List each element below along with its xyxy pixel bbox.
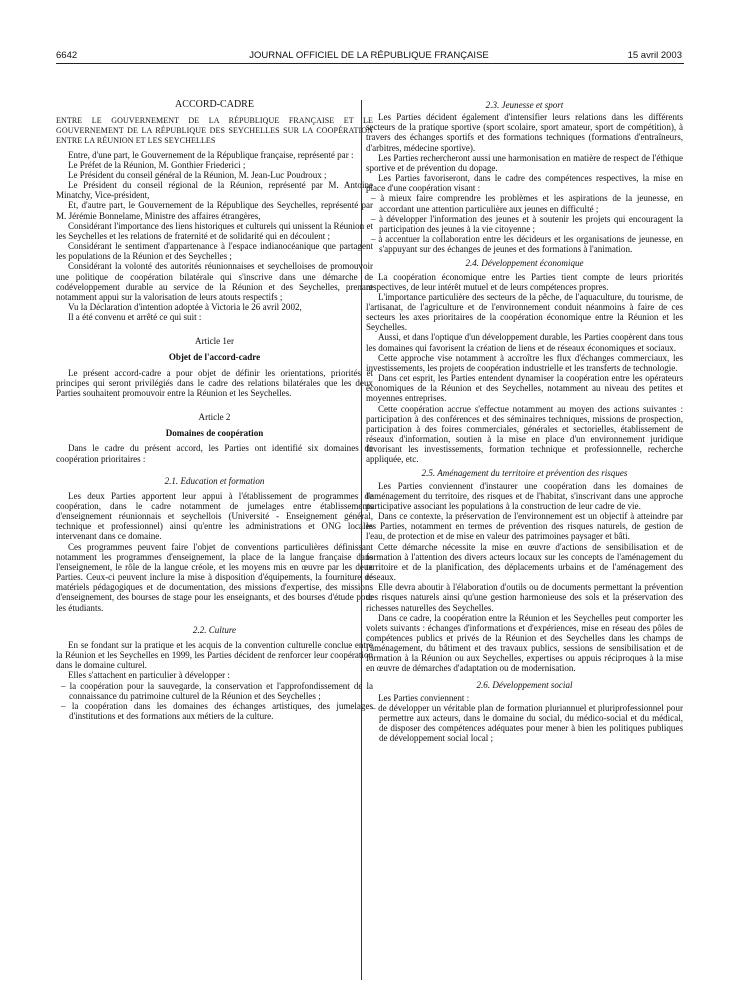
section-heading: 2.4. Développement économique xyxy=(465,258,584,269)
paragraph: Entre, d'une part, le Gouvernement de la République française, représenté par : xyxy=(68,149,354,160)
list-item: – de développer un véritable plan de formation pluriannuel et pluriprofessionnel pour permettre aux acteurs, dans le domaine du social, du médico-social et du médical, de disposer des compétences adéquates pour mener à bien les politiques publiques de développement social local ; xyxy=(366,703,683,744)
paragraph: Les Parties conviennent : xyxy=(378,692,470,703)
paragraph: Les Parties décident également d'intensifier leurs relations dans les différents secteurs de la pratique sportive (sport scolaire, sport amateur, sport de compétition), à travers des échanges sportifs et des formations techniques (formations d'entraîneurs, d'arbitres, médecine sportive). xyxy=(366,112,683,153)
paragraph: Et, d'autre part, le Gouvernement de la République des Seychelles, représenté par M. Jérémie Bonnelame, Ministre des affaires étrangères, xyxy=(56,200,373,221)
paragraph: Vu la Déclaration d'intention adoptée à Victoria le 26 avril 2002, xyxy=(68,301,302,312)
paragraph: Les Parties favoriseront, dans le cadre des compétences respectives, la mise en place d'une coopération visant : xyxy=(366,173,683,194)
paragraph: Considérant la volonté des autorités réunionnaises et seychelloises de promouvoir une politique de coopération bilatérale qui s'inscrive dans une démarche de codéveloppement durable au service de la Réunion et des Seychelles, prenant notamment appui sur la valorisation de leurs atouts respectifs ; xyxy=(56,261,373,302)
bullet-list xyxy=(366,703,683,744)
article-heading: Article 1er xyxy=(195,336,234,347)
paragraph: Les Parties rechercheront aussi une harmonisation en matière de respect de l'éthique sportive et de prévention du dopage. xyxy=(366,152,683,173)
document-subtitle: ENTRE LE GOUVERNEMENT DE LA RÉPUBLIQUE FRANÇAISE ET LE GOUVERNEMENT DE LA RÉPUBLIQUE DES SEYCHELLES SUR LA COOPÉRATION ENTRE LA RÉUNION ET LES SEYCHELLES xyxy=(56,116,373,146)
header-rule xyxy=(56,63,684,64)
bullet-list xyxy=(366,193,683,254)
paragraph: Considérant l'importance des liens historiques et culturels qui unissent la Réunion et les Seychelles et les relations de fraternité et de solidarité qui en découlent ; xyxy=(56,220,373,241)
article-title: Objet de l'accord-cadre xyxy=(168,352,261,363)
publication-date: 15 avril 2003 xyxy=(627,50,682,61)
paragraph: Il a été convenu et arrêté ce qui suit : xyxy=(68,312,202,323)
list-item: – la coopération pour la sauvegarde, la conservation et l'approfondissement de la connaissance du patrimoine culturel de la Réunion et des Seychelles ; xyxy=(56,681,373,701)
left-column xyxy=(56,100,373,721)
paragraph: Considérant le sentiment d'appartenance à l'espace indianocéanique que partagent les populations de la Réunion et des Seychelles ; xyxy=(56,241,373,262)
paragraph: Le présent accord-cadre a pour objet de définir les orientations, priorités et principes qui seront privilégiés dans le cadre des relations bilatérales que les deux Parties souhaitent promouvoir entre la Réunion et les Seychelles. xyxy=(56,367,373,398)
journal-title: JOURNAL OFFICIEL DE LA RÉPUBLIQUE FRANÇAISE xyxy=(249,50,489,61)
section-heading: 2.2. Culture xyxy=(192,624,237,635)
article-heading: Article 2 xyxy=(198,412,231,423)
paragraph: Cette démarche nécessite la mise en œuvre d'actions de sensibilisation et de formation à l'attention des divers acteurs locaux sur les concepts de l'aménagement du territoire et de la planification, des déplacements urbains et de l'aménagement des réseaux. xyxy=(366,541,683,583)
paragraph: La coopération économique entre les Parties tient compte de leurs priorités respectives, de leur intérêt mutuel et de leurs compétences propres. xyxy=(366,271,683,292)
paragraph: Elles s'attachent en particulier à développer : xyxy=(68,670,230,681)
column-divider xyxy=(361,100,362,980)
bullet-list xyxy=(56,681,373,722)
paragraph: Dans ce cadre, la coopération entre la Réunion et les Seychelles peut comporter les volets suivants : échanges d'informations et d'expériences, mise en réseau des pôles de compétences publics et privés de la Réunion et des Seychelles dans les champs de l'aménagement, du bâtiment et des travaux publics, sessions de sensibilisation et de formation à la Réunion ou aux Seychelles, expertises ou appuis réciproques à la mise en œuvre de démarches d'adaptation ou de modernisation. xyxy=(366,612,683,674)
article-title: Domaines de coopération xyxy=(165,428,264,439)
paragraph: Ces programmes peuvent faire l'objet de conventions particulières définissant notamment les programmes d'enseignement, la place de la langue française dans l'enseignement, le rôle de la langue créole, et les moyens mis en œuvre par les deux Parties. Ceux-ci peuvent inclure la mise à disposition d'équipements, la fourniture de matériels pédagogiques et de documentation, des missions d'expertise, des missions d'enseignement, des bourses de stage pour les enseignants, et des bourses d'étude pour les étudiants. xyxy=(56,541,373,613)
paragraph: Le Président du conseil régional de la Réunion, représenté par M. Antoine Minatchy, Vice-président, xyxy=(56,180,373,201)
list-item: – à développer l'information des jeunes et à soutenir les projets qui encouragent la participation des jeunes à la vie citoyenne ; xyxy=(366,214,683,234)
page-number: 6642 xyxy=(56,50,78,61)
document-title: ACCORD-CADRE xyxy=(175,99,254,110)
paragraph: Dans cet esprit, les Parties entendent dynamiser la coopération entre les opérateurs économiques de la Réunion et des Seychelles, notamment au niveau des petites et moyennes entreprises. xyxy=(366,373,683,404)
list-item: – à mieux faire comprendre les problèmes et les aspirations de la jeunesse, en accordant une attention particulière aux jeunes en difficulté ; xyxy=(366,193,683,213)
section-heading: 2.1. Education et formation xyxy=(164,475,265,486)
paragraph: Le Président du conseil général de la Réunion, M. Jean-Luc Poudroux ; xyxy=(68,169,327,180)
paragraph: Cette approche vise notamment à accroître les flux d'échanges commerciaux, les investissements, les projets de coopération industrielle et les transferts de technologie. xyxy=(366,352,683,373)
paragraph: Le Préfet de la Réunion, M. Gonthier Friederici ; xyxy=(68,159,246,170)
list-item: – à accentuer la collaboration entre les décideurs et les organisations de jeunesse, en s'appuyant sur des échanges de jeunes et des formations à l'animation. xyxy=(366,234,683,254)
paragraph: Elle devra aboutir à l'élaboration d'outils ou de documents permettant la prévention des risques naturels ainsi qu'une gestion harmonieuse des sols et la préservation des richesses naturelles des Seychelles. xyxy=(366,582,683,613)
right-column xyxy=(366,100,683,744)
paragraph: Cette coopération accrue s'effectue notamment au moyen des actions suivantes : participation à des conférences et des séminaires techniques, missions de prospection, participation à des foires commerciales, générales et sectorielles, établissement de réseaux d'information, soutien à la mise en place d'un environnement juridique favorisant les investissements, formation technique et professionnelle, recherche appliquée, etc. xyxy=(366,403,683,465)
paragraph: L'importance particulière des secteurs de la pêche, de l'aquaculture, du tourisme, de l'artisanat, de l'agriculture et de l'environnement conduit néanmoins à faire de ces secteurs les axes prioritaires de la coopération économique entre la Réunion et les Seychelles. xyxy=(366,291,683,333)
paragraph: En se fondant sur la pratique et les acquis de la convention culturelle conclue entre la Réunion et les Seychelles en 1999, les Parties décident de renforcer leur coopération dans le domaine culturel. xyxy=(56,639,373,671)
paragraph: Les Parties conviennent d'instaurer une coopération dans les domaines de l'aménagement du territoire, des risques et de l'habitat, s'inscrivant dans une approche participative associant les populations à la construction de leur cadre de vie. xyxy=(366,480,683,511)
paragraph: Dans le cadre du présent accord, les Parties ont identifié six domaines de coopération prioritaires : xyxy=(56,443,373,464)
list-item: – la coopération dans les domaines des échanges artistiques, des jumelages d'institutions et des formations aux métiers de la culture. xyxy=(56,701,373,721)
paragraph: Aussi, et dans l'optique d'un développement durable, les Parties coopèrent dans tous les domaines qui favorisent la création de liens et de réseaux économiques et sociaux. xyxy=(366,332,683,353)
section-heading: 2.3. Jeunesse et sport xyxy=(485,100,564,110)
page-header xyxy=(56,50,682,64)
paragraph: Les deux Parties apportent leur appui à l'établissement de programmes de coopération, dans le cadre notamment de jumelages entre établissements d'enseignement réunionnais et seychellois (Université - Enseignement général, technique et professionnel) ainsi qu'entre les administrations et ONG locales intervenant dans ce domaine. xyxy=(56,490,373,542)
paragraph: Dans ce contexte, la préservation de l'environnement est un objectif à atteindre par les Parties, notamment en termes de prévention des risques naturels, de gestion de l'eau, de protection et de mise en valeur des patrimoines paysager et bâti. xyxy=(366,511,683,542)
section-heading: 2.5. Aménagement du territoire et prévention des risques xyxy=(421,468,628,479)
section-heading: 2.6. Développement social xyxy=(476,679,573,690)
